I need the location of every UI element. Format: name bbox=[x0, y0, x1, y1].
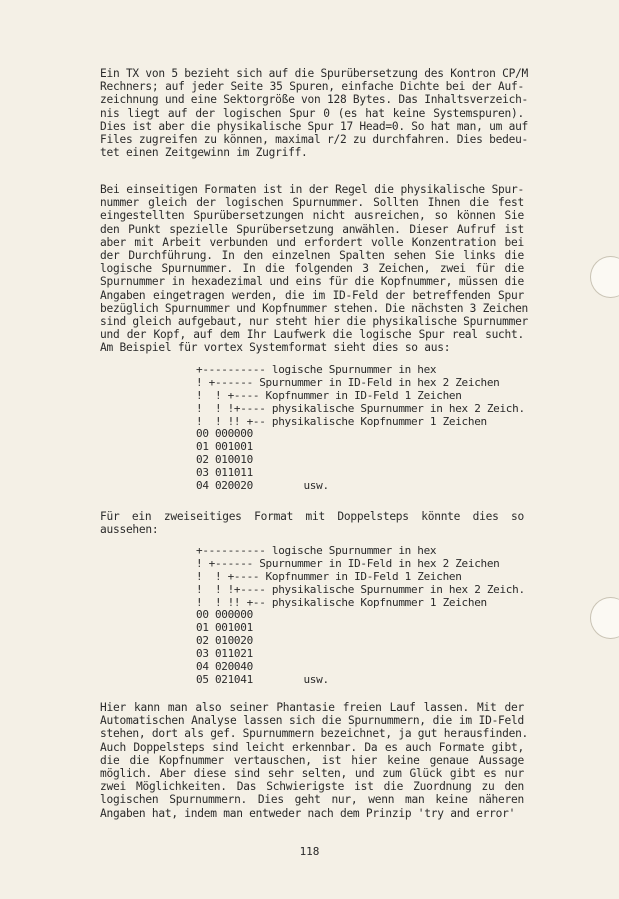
text-line: Für ein zweiseitiges Format mit Doppelsteps könnte dies so bbox=[100, 510, 524, 523]
text-line: Bei einseitigen Formaten ist in der Regel die physikalische Spur- bbox=[100, 183, 524, 196]
table-row: ! +------ Spurnummer in ID-Feld in hex 2 Zeichen bbox=[196, 556, 500, 570]
table-row: 02 010010 bbox=[196, 453, 253, 467]
text-line: tet einen Zeitgewinn im Zugriff. bbox=[100, 146, 308, 160]
page-number: 118 bbox=[299, 845, 320, 858]
text-line: Ein TX von 5 bezieht sich auf die Spurübersetzung des Kontron CP/M bbox=[100, 67, 529, 80]
table-row: 00 000000 bbox=[196, 608, 253, 622]
table-row: 03 011011 bbox=[196, 466, 253, 480]
track-table-1 bbox=[196, 364, 525, 493]
table-row: ! ! !! +-- physikalische Kopfnummer 1 Zeichen bbox=[196, 595, 487, 609]
table-row: ! +------ Spurnummer in ID-Feld in hex 2 Zeichen bbox=[196, 375, 500, 389]
text-line: Am Beispiel für vortex Systemformat sieht dies so aus: bbox=[100, 341, 451, 355]
table-row: ! ! !! +-- physikalische Kopfnummer 1 Zeichen bbox=[196, 414, 487, 428]
binder-hole-decoration bbox=[590, 256, 619, 298]
table-row: 01 001001 bbox=[196, 621, 253, 635]
table-row: 02 010020 bbox=[196, 634, 253, 648]
paragraph-1 bbox=[100, 67, 529, 160]
table-row: 03 011021 bbox=[196, 647, 253, 661]
table-row: 04 020020 usw. bbox=[196, 479, 329, 493]
table-row: +---------- logische Spurnummer in hex bbox=[196, 544, 437, 557]
table-row: 04 020040 bbox=[196, 660, 253, 674]
text-line: den Punkt spezielle Spurübersetzung anwählen. Dieser Aufruf ist bbox=[100, 222, 524, 236]
binder-hole-decoration bbox=[590, 597, 619, 639]
text-line: Dies ist aber die physikalische Spur 17 Head=0. So hat man, um auf bbox=[100, 119, 529, 133]
table-row: 01 001001 bbox=[196, 440, 253, 454]
paragraph-2 bbox=[100, 183, 529, 355]
text-line: und der Kopf, auf dem Ihr Laufwerk die logische Spur real sucht. bbox=[100, 328, 524, 342]
text-line: Spurnummer in hexadezimal und eins für die Kopfnummer, müssen die bbox=[100, 275, 524, 289]
track-table-2 bbox=[196, 545, 525, 687]
table-row: 00 000000 bbox=[196, 427, 253, 441]
text-line: Files zugreifen zu können, maximal r/2 zu durchfahren. Dies bedeu- bbox=[100, 132, 529, 146]
text-line: Hier kann man also seiner Phantasie freien Lauf lassen. Mit der bbox=[100, 701, 524, 714]
text-line: die die Kopfnummer vertauschen, ist hier keine genaue Aussage bbox=[100, 753, 524, 767]
table-row: ! ! +---- Kopfnummer in ID-Feld 1 Zeichen bbox=[196, 388, 462, 402]
table-row: ! ! +---- Kopfnummer in ID-Feld 1 Zeichen bbox=[196, 569, 462, 583]
text-line: stehen, dort als gef. Spurnummern bezeichnet, ja gut herausfinden. bbox=[100, 727, 529, 741]
text-line: Auch Doppelsteps sind leicht erkennbar. Da es auch Formate gibt, bbox=[100, 740, 524, 754]
text-line: nummer gleich der logischen Spurnummer. Sollten Ihnen die fest bbox=[100, 196, 524, 210]
text-line: Automatischen Analyse lassen sich die Spurnummern, die im ID-Feld bbox=[100, 714, 524, 728]
table-row: ! ! !+---- physikalische Spurnummer in hex 2 Zeich. bbox=[196, 582, 525, 596]
text-line: möglich. Aber diese sind sehr selten, und zum Glück gibt es nur bbox=[100, 766, 524, 780]
paragraph-3 bbox=[100, 510, 524, 536]
paragraph-4 bbox=[100, 701, 529, 820]
text-line: bezüglich Spurnummer und Kopfnummer stehen. Die nächsten 3 Zeichen bbox=[100, 301, 529, 315]
text-line: Angaben eingetragen werden, die im ID-Feld der betreffenden Spur bbox=[100, 288, 524, 302]
table-row: +---------- logische Spurnummer in hex bbox=[196, 363, 437, 376]
text-line: der Durchführung. In den einzelnen Spalten sehen Sie links die bbox=[100, 248, 524, 262]
text-line: zeichnung und eine Sektorgröße von 128 Bytes. Das Inhaltsverzeich- bbox=[100, 93, 529, 107]
text-line: aussehen: bbox=[100, 523, 159, 537]
text-line: nis liegt auf der logischen Spur 0 (es hat keine Systemspuren). bbox=[100, 106, 524, 120]
text-line: logischen Spurnummern. Dies geht nur, wenn man keine näheren bbox=[100, 793, 524, 807]
text-line: sind gleich aufgebaut, nur steht hier die physikalische Spurnummer bbox=[100, 314, 529, 328]
text-line: aber mit Arbeit verbunden und erfordert volle Konzentration bei bbox=[100, 235, 524, 249]
text-line: zwei Möglichkeiten. Das Schwierigste ist die Zuordnung zu den bbox=[100, 780, 524, 794]
text-line: Rechners; auf jeder Seite 35 Spuren, einfache Dichte bei der Auf- bbox=[100, 80, 524, 94]
table-row: ! ! !+---- physikalische Spurnummer in hex 2 Zeich. bbox=[196, 401, 525, 415]
table-row: 05 021041 usw. bbox=[196, 672, 329, 686]
text-line: Angaben hat, indem man entweder nach dem Prinzip 'try and error' bbox=[100, 806, 516, 820]
text-line: eingestellten Spurübersetzungen nicht ausreichen, so können Sie bbox=[100, 209, 524, 223]
text-line: logische Spurnummer. In die folgenden 3 Zeichen, zwei für die bbox=[100, 262, 524, 276]
